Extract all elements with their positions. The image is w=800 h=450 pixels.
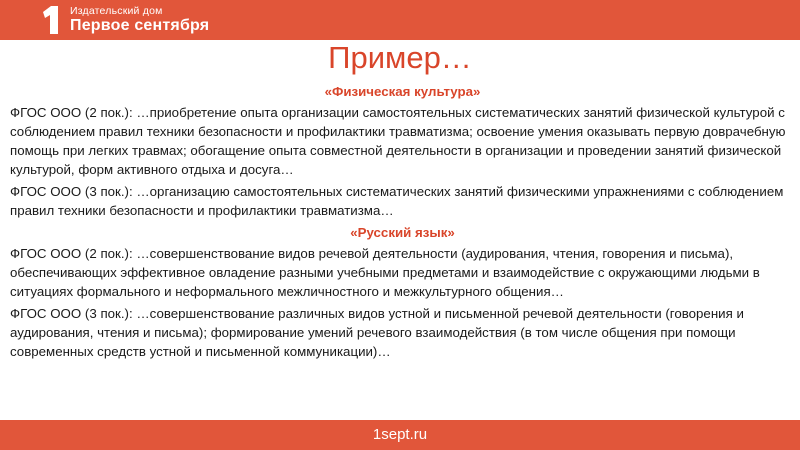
paragraph: ФГОС ООО (3 пок.): …совершенствование различных видов устной и письменной речевой деятельности (говорения и аудирования, чтения и письма); формирование умений речевого взаимодействия (в том числе общения при помощи современных средств устной и письменной коммуникации)… <box>10 306 744 359</box>
top-bar <box>0 0 800 40</box>
section-heading: «Русский язык» <box>350 225 455 240</box>
site-link[interactable]: 1sept.ru <box>372 426 428 443</box>
section-physical-education <box>10 82 795 220</box>
bottom-bar <box>0 420 800 450</box>
slide-content <box>10 82 795 364</box>
paragraph: ФГОС ООО (2 пок.): …приобретение опыта организации самостоятельных систематических занятий физической культурой с соблюдением правил техники безопасности и профилактики травматизма; освоение умения оказывать первую доврачебную помощь при легких травмах; обогащение опыта совместной деятельности в организации и проведении занятий физической культурой, форм активного отдыха и досуга… <box>10 105 786 177</box>
paragraph: ФГОС ООО (2 пок.): …совершенствование видов речевой деятельности (аудирования, чтения, говорения и письма), обеспечивающих эффективное овладение разными учебными предметами и взаимодействие с окружающими людьми в ситуациях формального и неформального межличностного и межкультурного общения… <box>10 246 760 299</box>
section-russian-language <box>10 223 795 361</box>
logo-line-1: Издательский дом <box>70 4 163 17</box>
section-heading: «Физическая культура» <box>324 84 481 99</box>
digit-one-logo-icon <box>42 5 62 35</box>
slide-title: Пример… <box>328 40 472 75</box>
paragraph: ФГОС ООО (3 пок.): …организацию самостоятельных систематических занятий физическими упражнениями с соблюдением правил техники безопасности и профилактики травматизма… <box>10 184 784 218</box>
publisher-logo[interactable] <box>42 4 209 36</box>
logo-text <box>70 6 209 35</box>
logo-line-2: Первое сентября <box>70 17 210 35</box>
